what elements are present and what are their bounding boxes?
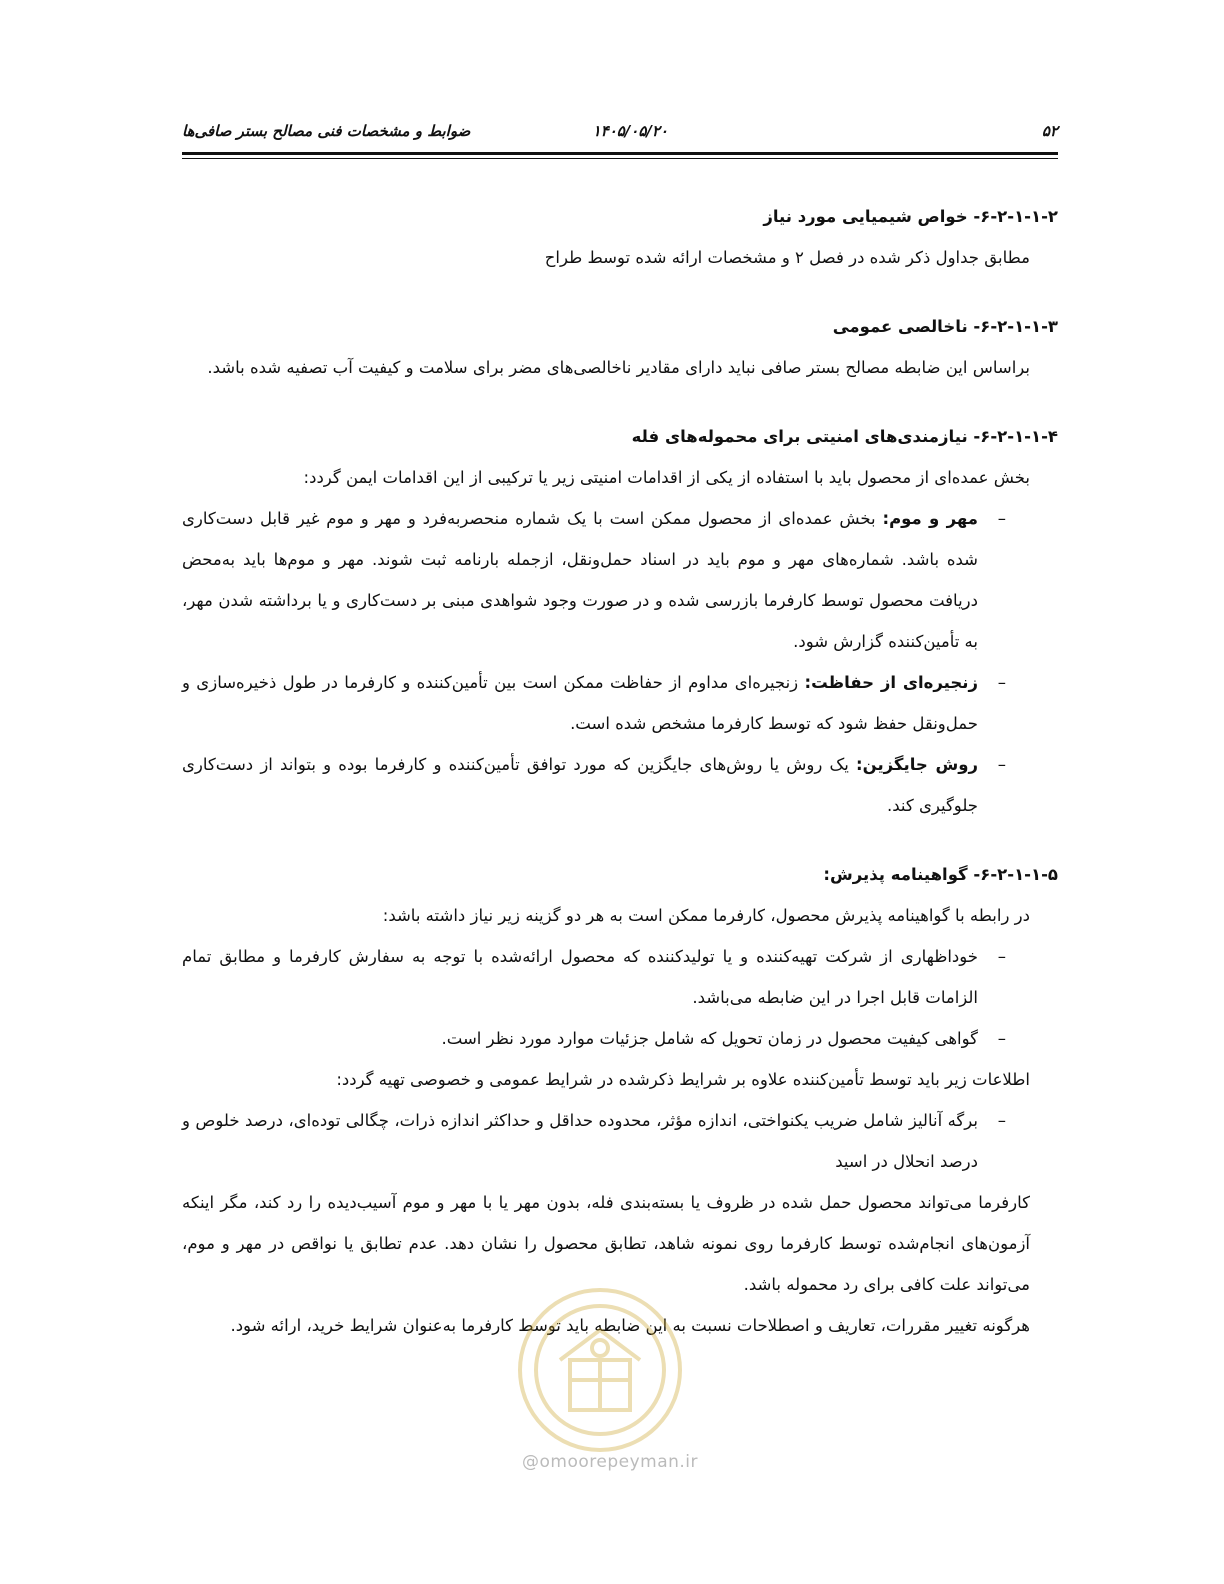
list-item xyxy=(182,498,1058,662)
list-item-term: روش جایگزین: xyxy=(856,755,978,774)
paragraph-security-intro: بخش عمده‌ای از محصول باید با استفاده از یکی از اقدامات امنیتی زیر یا ترکیبی از این اقدامات ایمن گردد: xyxy=(303,468,1030,487)
paragraph-certificate-intro: در رابطه با گواهینامه پذیرش محصول، کارفرما ممکن است به هر دو گزینه زیر نیاز داشته باشد: xyxy=(382,906,1030,925)
list-item-text: یک روش یا روش‌های جایگزین که مورد توافق تأمین‌کننده و کارفرما بوده و بتواند از دست‌کاری جلوگیری کند. xyxy=(182,755,978,815)
watermark-text: @omoorepeyman.ir xyxy=(521,1452,699,1472)
heading-security-requirements: ۶-۲-۱-۱-۴- نیازمندی‌های امنیتی برای محموله‌های فله xyxy=(631,427,1058,446)
list-item-text: زنجیره‌ای مداوم از حفاظت ممکن است بین تأمین‌کننده و کارفرما در طول ذخیره‌سازی و حمل‌ونقل حفظ شود که توسط کارفرما مشخص شده است. xyxy=(182,673,978,733)
info-list xyxy=(182,1100,1058,1182)
header-rule-thick xyxy=(182,152,1058,155)
paragraph-changes: هرگونه تغییر مقررات، تعاریف و اصطلاحات نسبت به این ضابطه باید توسط کارفرما به‌عنوان شرایط خرید، ارائه شود. xyxy=(230,1316,1030,1335)
list-item-term: مهر و موم: xyxy=(882,509,979,528)
header-rule-thin xyxy=(182,158,1058,159)
list-item: – برگه آنالیز شامل ضریب یکنواختی، اندازه مؤثر، محدوده حداقل و حداکثر اندازه ذرات، چگالی توده‌ای، درصد خلوص و درصد انحلال در اسید xyxy=(182,1100,1058,1182)
page-header xyxy=(182,118,1058,146)
heading-chemical-properties: ۶-۲-۱-۱-۲- خواص شیمیایی مورد نیاز xyxy=(763,207,1058,226)
paragraph-chemical-properties: مطابق جداول ذکر شده در فصل ۲ و مشخصات ارائه شده توسط طراح xyxy=(544,248,1030,267)
security-measures-list xyxy=(182,498,1058,826)
heading-general-impurity: ۶-۲-۱-۱-۳- ناخالصی عمومی xyxy=(832,317,1058,336)
paragraph-rejection: کارفرما می‌تواند محصول حمل شده در ظروف یا بسته‌بندی فله، بدون مهر یا با مهر و موم آسیب‌دیده را رد کند، مگر اینکه آزمون‌های انجام‌شده توسط کارفرما روی نمونه شاهد، تطابق محصول را نشان دهد. عدم تطابق یا نواقص در مهر و موم، می‌تواند علت کافی برای رد محموله باشد. xyxy=(182,1193,1030,1294)
document-body xyxy=(182,196,1058,1346)
page-number: ۵۲ xyxy=(1041,122,1058,140)
list-item-text: بخش عمده‌ای از محصول ممکن است با یک شماره منحصربه‌فرد و مهر و موم غیر قابل دست‌کاری شده باشد. شماره‌های مهر و موم باید در اسناد حمل‌ونقل، ازجمله بارنامه ثبت شوند. مهر و موم‌ها باید به‌محض دریافت محصول توسط کارفرما بازرسی شده و در صورت وجود شواهدی مبنی بر دست‌کاری و یا برداشته شدن مهر، به تأمین‌کننده گزارش شود. xyxy=(182,509,978,651)
list-item-term: زنجیره‌ای از حفاظت: xyxy=(804,673,978,692)
certificate-options-list xyxy=(182,936,1058,1059)
list-item xyxy=(182,662,1058,744)
header-date: ۱۴۰۵/۰۵/۲۰ xyxy=(592,122,668,140)
list-item xyxy=(182,744,1058,826)
heading-acceptance-certificate: ۶-۲-۱-۱-۵- گواهینامه پذیرش: xyxy=(823,865,1058,884)
paragraph-general-impurity: براساس این ضابطه مصالح بستر صافی نباید دارای مقادیر ناخالصی‌های مضر برای سلامت و کیفیت آب تصفیه شده باشد. xyxy=(207,358,1030,377)
header-title: ضوابط و مشخصات فنی مصالح بستر صافی‌ها xyxy=(182,122,471,140)
paragraph-info-intro: اطلاعات زیر باید توسط تأمین‌کننده علاوه بر شرایط ذکرشده در شرایط عمومی و خصوصی تهیه گردد: xyxy=(336,1070,1030,1089)
list-item: – گواهی کیفیت محصول در زمان تحویل که شامل جزئیات موارد مورد نظر است. xyxy=(182,1018,1058,1059)
list-item: – خوداظهاری از شرکت تهیه‌کننده و یا تولیدکننده که محصول ارائه‌شده با توجه به سفارش کارفرما و مطابق تمام الزامات قابل اجرا در این ضابطه می‌باشد. xyxy=(182,936,1058,1018)
